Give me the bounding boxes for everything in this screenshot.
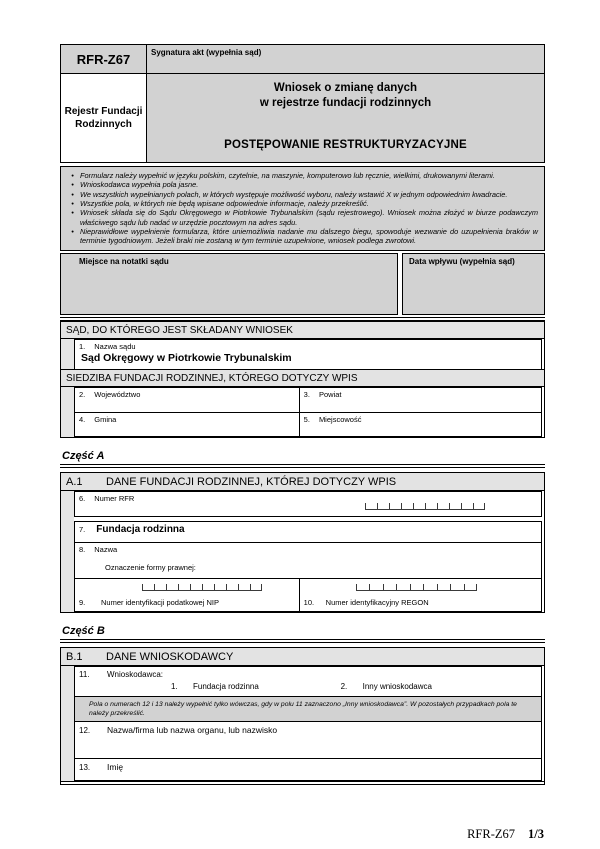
field-label: Imię xyxy=(107,761,124,772)
instruction-text: We wszystkich wypełnianych polach, w których występuje możliwość wyboru, należy wstawić X w jednym odpowiednim kwadracie. xyxy=(80,189,508,199)
field-number: 5. xyxy=(303,414,310,424)
footer-form-code: RFR-Z67 xyxy=(467,826,516,841)
part-b-title: Część B xyxy=(62,624,105,637)
section-b1-body xyxy=(61,666,544,781)
field-label: Województwo xyxy=(94,389,141,399)
field-county[interactable] xyxy=(299,388,541,412)
comb-cell[interactable] xyxy=(202,584,214,591)
field-number: 12. xyxy=(79,725,91,735)
section-title: DANE WNIOSKODAWCY xyxy=(106,650,234,663)
instruction-text: Wszystkie pola, w których nie będą wpisane odpowiednie informacje, należy przekreślić. xyxy=(80,198,369,208)
comb-cell[interactable] xyxy=(377,503,389,510)
field-label: Nazwa sądu xyxy=(94,341,136,351)
option-number: 1. xyxy=(171,681,178,691)
comb-cell[interactable] xyxy=(226,584,238,591)
instruction-item xyxy=(65,208,538,227)
form-subtitle: POSTĘPOWANIE RESTRUKTURYZACYJNE xyxy=(224,139,467,151)
comb-cell[interactable] xyxy=(449,503,461,510)
bullet-icon: • xyxy=(71,226,74,236)
comb-cell[interactable] xyxy=(401,503,413,510)
comb-cell[interactable] xyxy=(250,584,262,591)
seat-grid xyxy=(74,387,542,437)
comb-cell[interactable] xyxy=(423,584,437,591)
field-first-name[interactable] xyxy=(74,758,542,781)
court-section-header: SĄD, DO KTÓREGO JEST SKŁADANY WNIOSEK xyxy=(61,322,544,339)
case-number-field[interactable]: Sygnatura akt (wypełnia sąd) xyxy=(147,45,544,73)
section-bottom-rule xyxy=(61,781,544,785)
comb-cell[interactable] xyxy=(365,503,377,510)
option-label: Fundacja rodzinna xyxy=(193,681,259,691)
field-label: Numer identyfikacji podatkowej NIP xyxy=(101,597,219,607)
comb-cell[interactable] xyxy=(190,584,202,591)
field-regon[interactable] xyxy=(299,579,541,611)
comb-cell[interactable] xyxy=(437,503,449,510)
section-a1-header xyxy=(61,473,544,491)
gutter-strip xyxy=(61,491,74,612)
gutter-strip xyxy=(61,339,74,369)
instruction-text: Nieprawidłowe wypełnienie formularza, które uniemożliwia nadanie mu dalszego biegu, spowoduje wezwanie do uzupełnienia braków w terminie tygodniowym. Jeżeli braki nie zostaną w tym terminie uzupełnione, wniosek podlega zwrotowi. xyxy=(80,226,538,246)
instructions-box xyxy=(60,166,545,251)
bullet-icon: • xyxy=(71,198,74,208)
page-footer xyxy=(60,827,545,842)
field-number: 7. xyxy=(79,524,86,534)
comb-cell[interactable] xyxy=(238,584,250,591)
field-family-foundation[interactable] xyxy=(74,521,542,543)
double-rule xyxy=(60,639,545,643)
court-section xyxy=(60,321,545,438)
seat-fields xyxy=(74,387,544,437)
form-title-box xyxy=(147,74,544,162)
field-number: 3. xyxy=(303,389,310,399)
instruction-item xyxy=(65,227,538,246)
section-a1-fields xyxy=(74,491,544,612)
field-name[interactable] xyxy=(74,542,542,579)
comb-cell[interactable] xyxy=(214,584,226,591)
field-number: 8. xyxy=(79,544,86,554)
instruction-item xyxy=(65,199,538,208)
instruction-text: Wnioskodawca wypełnia pola jasne. xyxy=(80,180,199,190)
nip-regon-row xyxy=(74,578,542,612)
section-b1-fields xyxy=(74,666,544,781)
bullet-icon: • xyxy=(71,180,74,190)
nip-comb-input[interactable] xyxy=(142,584,262,591)
court-notes-field[interactable]: Miejsce na notatki sądu xyxy=(60,253,398,315)
field-label: Nazwa/firma lub nazwa organu, lub nazwisko xyxy=(107,724,278,735)
comb-cell[interactable] xyxy=(142,584,154,591)
field-number: 11. xyxy=(79,669,90,679)
field-commune[interactable] xyxy=(75,412,299,436)
form-title-line1: Wniosek o zmianę danych xyxy=(273,82,418,94)
field-label: Numer identyfikacyjny REGON xyxy=(325,597,429,607)
fields-12-13-note: Pola o numerach 12 i 13 należy wypełnić tylko wówczas, gdy w polu 11 zaznaczono „Inny wnioskodawca”. W pozostałych przypadkach pola te należy przekreślić. xyxy=(74,696,542,722)
option-family-foundation[interactable] xyxy=(171,682,259,691)
field-court-name-label-row xyxy=(75,340,541,351)
comb-cell[interactable] xyxy=(383,584,397,591)
header-row-1 xyxy=(61,45,544,74)
field-number: 13. xyxy=(79,762,91,772)
part-a-title: Część A xyxy=(62,449,105,462)
form-body xyxy=(60,44,545,842)
court-name-value: Sąd Okręgowy w Piotrkowie Trybunalskim xyxy=(81,351,292,364)
comb-cell[interactable] xyxy=(413,503,425,510)
receipt-date-field[interactable]: Data wpływu (wypełnia sąd) xyxy=(402,253,545,315)
comb-cell[interactable] xyxy=(461,503,473,510)
section-number: B.1 xyxy=(66,650,83,663)
instruction-item xyxy=(65,171,538,180)
field-voivodeship[interactable] xyxy=(75,388,299,412)
applicant-options xyxy=(75,682,541,696)
field-label: Miejscowość xyxy=(318,414,362,424)
comb-cell[interactable] xyxy=(389,503,401,510)
option-other-applicant[interactable] xyxy=(341,682,432,691)
section-a1 xyxy=(60,472,545,613)
form-title xyxy=(147,81,544,111)
option-label: Inny wnioskodawca xyxy=(362,681,432,691)
court-notes-row xyxy=(60,253,545,315)
form-header xyxy=(60,44,545,163)
gutter-strip xyxy=(61,666,74,781)
section-number: A.1 xyxy=(66,475,83,488)
instruction-item xyxy=(65,190,538,199)
legal-form-label: Oznaczenie formy prawnej: xyxy=(105,562,196,572)
instruction-text: Wniosek składa się do Sądu Okręgowego w Piotrkowie Trybunalskim (sądu rejestrowego). Wniosek można złożyć w biurze podawczym właściwego sądu lub nadać w urzędzie pocztowym na adres sądu. xyxy=(80,208,538,227)
comb-cell[interactable] xyxy=(178,584,190,591)
comb-cell[interactable] xyxy=(437,584,451,591)
field-number: 6. xyxy=(79,493,86,503)
bullet-icon: • xyxy=(71,208,74,218)
field-number: 4. xyxy=(79,414,86,424)
header-row-2 xyxy=(61,74,544,162)
regon-comb-input[interactable] xyxy=(356,584,478,591)
footer-page-number: 1/3 xyxy=(528,826,544,841)
field-label: Numer RFR xyxy=(94,493,135,503)
field-court-name[interactable] xyxy=(74,339,542,370)
section-b1 xyxy=(60,647,545,785)
field-number: 9. xyxy=(79,597,86,607)
form-code: RFR-Z67 xyxy=(61,45,147,73)
bullet-icon: • xyxy=(71,189,74,199)
comb-cell[interactable] xyxy=(396,584,410,591)
comb-cell[interactable] xyxy=(154,584,166,591)
field-number: 2. xyxy=(79,389,86,399)
field-rfr-number[interactable] xyxy=(74,491,542,517)
bullet-icon: • xyxy=(71,171,74,180)
field-label: Fundacja rodzinna xyxy=(96,523,185,535)
instruction-item xyxy=(65,180,538,189)
form-title-line2: w rejestrze fundacji rodzinnych xyxy=(259,96,432,109)
comb-cell[interactable] xyxy=(473,503,485,510)
section-title: DANE FUNDACJI RODZINNEJ, KTÓREJ DOTYCZY WPIS xyxy=(106,475,397,488)
field-nip[interactable] xyxy=(75,579,299,611)
comb-cell[interactable] xyxy=(425,503,437,510)
field-town[interactable] xyxy=(299,412,541,436)
comb-cell[interactable] xyxy=(356,584,370,591)
field-label: Powiat xyxy=(318,389,342,399)
register-name: Rejestr Fundacji Rodzinnych xyxy=(61,74,147,162)
gutter-strip xyxy=(61,387,74,437)
section-b1-header xyxy=(61,648,544,666)
field-applicant[interactable] xyxy=(74,666,542,697)
comb-cell[interactable] xyxy=(410,584,424,591)
field-label: Nazwa xyxy=(94,544,118,554)
field-number: 1. xyxy=(79,341,86,351)
rfr-number-comb-input[interactable] xyxy=(365,503,485,510)
field-label: Wnioskodawca: xyxy=(107,669,164,679)
comb-cell[interactable] xyxy=(166,584,178,591)
court-fields xyxy=(74,339,544,369)
seat-section-body xyxy=(61,387,544,437)
seat-section-header: SIEDZIBA FUNDACJI RODZINNEJ, KTÓREGO DOTYCZY WPIS xyxy=(61,369,544,387)
option-number: 2. xyxy=(340,681,348,691)
field-label: Gmina xyxy=(94,414,117,424)
comb-cell[interactable] xyxy=(464,584,478,591)
comb-cell[interactable] xyxy=(450,584,464,591)
double-rule xyxy=(60,464,545,468)
comb-cell[interactable] xyxy=(369,584,383,591)
field-company-name[interactable] xyxy=(74,721,542,759)
court-section-body xyxy=(61,339,544,369)
instruction-text: Formularz należy wypełnić w języku polskim, czytelnie, na maszynie, komputerowo lub ręcznie, wielkimi, drukowanymi literami. xyxy=(80,171,495,180)
field-number: 10. xyxy=(303,597,315,607)
section-a1-body xyxy=(61,491,544,612)
